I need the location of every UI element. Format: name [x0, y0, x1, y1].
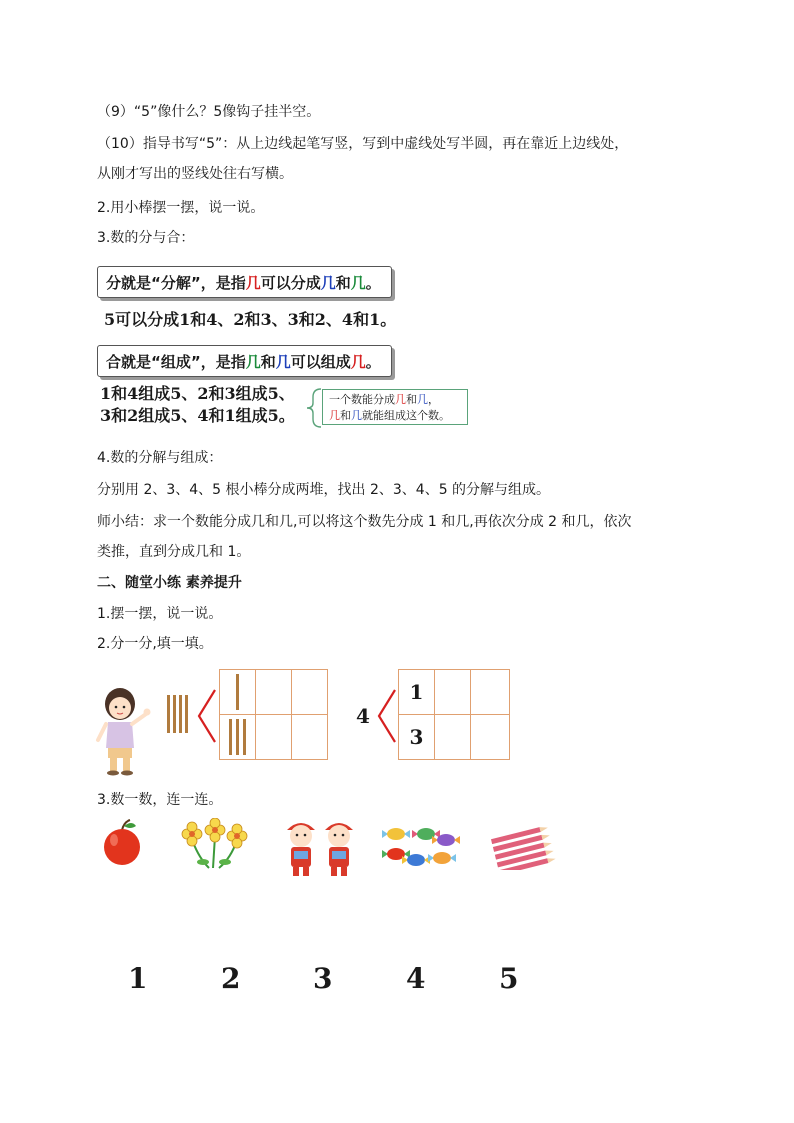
- ji-red: 几: [395, 393, 406, 406]
- summary-note: [322, 389, 468, 425]
- flowers-icon[interactable]: [175, 818, 253, 872]
- teacher-summary: 师小结：求一个数能分成几和几,可以将这个数先分成 1 和几,再依次分成 2 和几，依次: [97, 514, 632, 530]
- grid-cell-top-2[interactable]: [255, 669, 292, 715]
- split-bracket-icon: [375, 686, 399, 746]
- ji-blue: 几: [275, 352, 291, 371]
- combine-rule-and: 和: [260, 352, 276, 371]
- item-4-instruction: 分别用 2、3、4、5 根小棒分成两堆，找出 2、3、4、5 的分解与组成。: [97, 482, 551, 498]
- digit-1[interactable]: 1: [128, 962, 148, 995]
- grid-cell-bottom-3[interactable]: [470, 714, 510, 760]
- exercise-number: 4: [356, 704, 370, 728]
- split-rule-end: 。: [365, 273, 381, 292]
- grid-cell-top-2[interactable]: [434, 669, 471, 715]
- note-text: 一个数能分成: [329, 393, 395, 406]
- split-rule-text: 分就是“分解”，是指: [106, 273, 246, 292]
- ji-blue: 几: [320, 273, 336, 292]
- grid-cell-bottom-2[interactable]: [255, 714, 292, 760]
- grid-cell-top-1: [219, 669, 256, 715]
- grid-cell-top-1: 1: [398, 669, 435, 715]
- grid-cell-top-3[interactable]: [470, 669, 510, 715]
- item-2-text: 2.用小棒摆一摆，说一说。: [97, 200, 265, 216]
- ji-red: 几: [245, 273, 261, 292]
- combine-example-2: 3和2组成5、4和1组成5。: [100, 406, 295, 425]
- candies-icon[interactable]: [380, 820, 462, 870]
- ji-green: 几: [245, 352, 261, 371]
- one-stick-icon: [220, 670, 254, 714]
- grid-cell-top-3[interactable]: [291, 669, 328, 715]
- girl-icon: [94, 684, 154, 776]
- note-text-end: 就能组成这个数。: [362, 409, 450, 422]
- digit-4[interactable]: 4: [406, 962, 426, 995]
- combine-rule-text: 合就是“组成”，是指: [106, 352, 246, 371]
- ji-blue: 几: [351, 409, 362, 422]
- combine-rule-mid: 可以组成: [290, 352, 351, 371]
- split-bracket-icon: [195, 686, 219, 746]
- grid-cell-bottom-1: [219, 714, 256, 760]
- practice-3-text: 3.数一数，连一连。: [97, 792, 223, 808]
- grid-cell-bottom-3[interactable]: [291, 714, 328, 760]
- grid-cell-bottom-2[interactable]: [434, 714, 471, 760]
- split-rule-and: 和: [335, 273, 351, 292]
- teacher-summary-cont: 类推，直到分成几和 1。: [97, 544, 251, 560]
- split-rule-mid: 可以分成: [260, 273, 321, 292]
- three-sticks-icon: [220, 715, 254, 759]
- ji-green: 几: [350, 273, 366, 292]
- four-sticks-icon: [165, 693, 193, 737]
- ji-red: 几: [329, 409, 340, 422]
- step-10-text-cont: 从刚才写出的竖线处往右写横。: [97, 166, 293, 182]
- ji-red: 几: [350, 352, 366, 371]
- note-line-2: [329, 408, 461, 424]
- combine-rule-banner: [97, 345, 392, 377]
- apple-icon[interactable]: [98, 816, 146, 866]
- practice-1-text: 1.摆一摆，说一说。: [97, 606, 223, 622]
- digit-5[interactable]: 5: [499, 962, 519, 995]
- practice-2-text: 2.分一分,填一填。: [97, 636, 213, 652]
- note-and: 和: [406, 393, 417, 406]
- boys-icon[interactable]: [283, 816, 365, 880]
- grid-cell-bottom-1: 3: [398, 714, 435, 760]
- item-3-text: 3.数的分与合：: [97, 230, 195, 246]
- step-9-text: （9）“5”像什么？5像钩子挂半空。: [97, 104, 321, 120]
- combine-example-1: 1和4组成5、2和3组成5、: [100, 384, 295, 403]
- split-rule-banner: [97, 266, 392, 298]
- combine-rule-end: 。: [365, 352, 381, 371]
- pencils-icon[interactable]: [488, 826, 556, 870]
- item-4-text: 4.数的分解与组成：: [97, 450, 223, 466]
- section-2-heading: 二、随堂小练 素养提升: [97, 575, 242, 591]
- note-line-1: [329, 392, 461, 408]
- digit-2[interactable]: 2: [221, 962, 241, 995]
- step-10-text: （10）指导书写“5”：从上边线起笔写竖，写到中虚线处写半圆，再在靠近上边线处，: [97, 136, 629, 152]
- note-comma: ，: [428, 393, 439, 406]
- digit-3[interactable]: 3: [313, 962, 333, 995]
- ji-blue: 几: [417, 393, 428, 406]
- note-and: 和: [340, 409, 351, 422]
- split-example: 5可以分成1和4、2和3、3和2、4和1。: [104, 310, 397, 329]
